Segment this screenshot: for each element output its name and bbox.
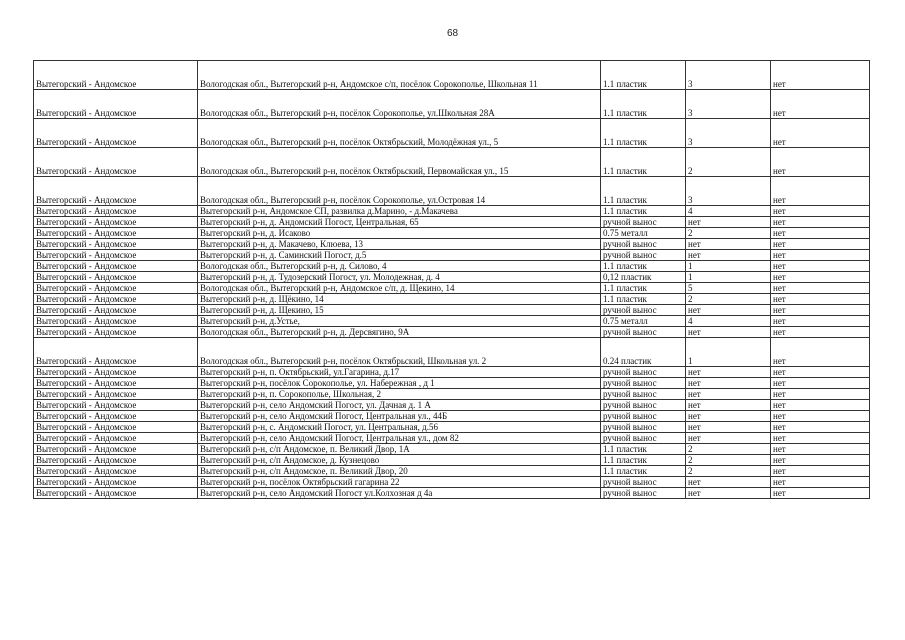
table-row xyxy=(34,239,870,250)
table-row xyxy=(34,488,870,499)
cell-district: Вытегорский - Андомское xyxy=(34,327,198,338)
cell-count: нет xyxy=(686,239,771,250)
cell-count: 3 xyxy=(686,119,771,148)
table-row xyxy=(34,444,870,455)
locations-table xyxy=(33,60,870,499)
cell-extra: нет xyxy=(771,305,870,316)
table-row xyxy=(34,400,870,411)
page-number: 68 xyxy=(446,28,459,39)
table-row xyxy=(34,455,870,466)
cell-address: Вытегорский р-н, село Андомский Погост, ул. Дачная д. 1 А xyxy=(198,400,601,411)
cell-address: Вытегорский р-н, д. Макачево, Клюева, 13 xyxy=(198,239,601,250)
table-row xyxy=(34,283,870,294)
cell-container: 1.1 пластик xyxy=(601,455,686,466)
cell-container: 1.1 пластик xyxy=(601,444,686,455)
cell-container: 1.1 пластик xyxy=(601,206,686,217)
cell-extra: нет xyxy=(771,488,870,499)
cell-district: Вытегорский - Андомское xyxy=(34,283,198,294)
cell-address: Вологодская обл., Вытегорский р-н, Андомское с/п, д. Щекино, 14 xyxy=(198,283,601,294)
cell-container: 0.24 пластик xyxy=(601,338,686,367)
cell-address: Вологодская обл., Вытегорский р-н, посёлок Сорокополье, ул.Школьная 28А xyxy=(198,90,601,119)
cell-container: 1.1 пластик xyxy=(601,148,686,177)
cell-count: 3 xyxy=(686,61,771,90)
table-row xyxy=(34,305,870,316)
cell-container: 1.1 пластик xyxy=(601,283,686,294)
cell-district: Вытегорский - Андомское xyxy=(34,466,198,477)
cell-district: Вытегорский - Андомское xyxy=(34,378,198,389)
cell-count: нет xyxy=(686,433,771,444)
cell-district: Вытегорский - Андомское xyxy=(34,455,198,466)
cell-extra: нет xyxy=(771,272,870,283)
cell-district: Вытегорский - Андомское xyxy=(34,444,198,455)
cell-address: Вытегорский р-н, п. Сорокополье, Школьная, 2 xyxy=(198,389,601,400)
cell-count: нет xyxy=(686,411,771,422)
cell-count: 5 xyxy=(686,283,771,294)
cell-count: 1 xyxy=(686,272,771,283)
cell-count: нет xyxy=(686,305,771,316)
cell-district: Вытегорский - Андомское xyxy=(34,239,198,250)
cell-address: Вытегорский р-н, село Андомский Погост, Центральная ул., 44Б xyxy=(198,411,601,422)
cell-count: нет xyxy=(686,327,771,338)
cell-extra: нет xyxy=(771,327,870,338)
cell-district: Вытегорский - Андомское xyxy=(34,206,198,217)
cell-address: Вологодская обл., Вытегорский р-н, посёлок Сорокополье, ул.Островая 14 xyxy=(198,177,601,206)
table-row xyxy=(34,433,870,444)
cell-count: нет xyxy=(686,217,771,228)
cell-extra: нет xyxy=(771,367,870,378)
cell-extra: нет xyxy=(771,400,870,411)
cell-address: Вытегорский р-н, с/п Андомское, п. Великий Двор, 20 xyxy=(198,466,601,477)
cell-extra: нет xyxy=(771,148,870,177)
cell-container: ручной вынос xyxy=(601,477,686,488)
cell-district: Вытегорский - Андомское xyxy=(34,367,198,378)
cell-address: Вологодская обл., Вытегорский р-н, д. Дерсвягино, 9А xyxy=(198,327,601,338)
cell-container: 1.1 пластик xyxy=(601,294,686,305)
cell-address: Вытегорский р-н, п. Октябрьский, ул.Гагарина, д.17 xyxy=(198,367,601,378)
table-row xyxy=(34,294,870,305)
cell-district: Вытегорский - Андомское xyxy=(34,228,198,239)
cell-count: нет xyxy=(686,488,771,499)
cell-district: Вытегорский - Андомское xyxy=(34,477,198,488)
cell-district: Вытегорский - Андомское xyxy=(34,422,198,433)
cell-district: Вытегорский - Андомское xyxy=(34,411,198,422)
cell-container: 0,12 пластик xyxy=(601,272,686,283)
cell-container: ручной вынос xyxy=(601,433,686,444)
cell-extra: нет xyxy=(771,316,870,327)
cell-address: Вытегорский р-н, посёлок Сорокополье, ул. Набережная , д 1 xyxy=(198,378,601,389)
table-row xyxy=(34,327,870,338)
table-row xyxy=(34,250,870,261)
cell-district: Вытегорский - Андомское xyxy=(34,488,198,499)
cell-district: Вытегорский - Андомское xyxy=(34,250,198,261)
table-row xyxy=(34,272,870,283)
cell-address: Вытегорский р-н, с/п Андомское, п. Великий Двор, 1А xyxy=(198,444,601,455)
cell-extra: нет xyxy=(771,217,870,228)
cell-address: Вытегорский р-н, село Андомский Погост, Центральная ул., дом 82 xyxy=(198,433,601,444)
cell-count: нет xyxy=(686,367,771,378)
cell-count: нет xyxy=(686,378,771,389)
cell-district: Вытегорский - Андомское xyxy=(34,272,198,283)
cell-count: 2 xyxy=(686,455,771,466)
table-row xyxy=(34,206,870,217)
cell-extra: нет xyxy=(771,466,870,477)
cell-address: Вологодская обл., Вытегорский р-н, посёлок Октябрьский, Первомайская ул., 15 xyxy=(198,148,601,177)
cell-container: ручной вынос xyxy=(601,411,686,422)
cell-extra: нет xyxy=(771,228,870,239)
cell-address: Вологодская обл., Вытегорский р-н, Андомское с/п, посёлок Сорокополье, Школьная 11 xyxy=(198,61,601,90)
cell-address: Вытегорский р-н, д. Саминский Погост, д.5 xyxy=(198,250,601,261)
cell-container: 0.75 металл xyxy=(601,316,686,327)
cell-container: ручной вынос xyxy=(601,400,686,411)
cell-address: Вытегорский р-н, д. Щекино, 15 xyxy=(198,305,601,316)
cell-extra: нет xyxy=(771,477,870,488)
cell-count: нет xyxy=(686,400,771,411)
cell-container: ручной вынос xyxy=(601,305,686,316)
cell-extra: нет xyxy=(771,90,870,119)
cell-address: Вытегорский р-н, село Андомский Погост ул.Колхозная д 4а xyxy=(198,488,601,499)
cell-address: Вологодская обл., Вытегорский р-н, посёлок Октябрьский, Школьная ул. 2 xyxy=(198,338,601,367)
cell-container: 1.1 пластик xyxy=(601,466,686,477)
cell-container: 1.1 пластик xyxy=(601,177,686,206)
cell-extra: нет xyxy=(771,177,870,206)
table-row xyxy=(34,389,870,400)
cell-container: ручной вынос xyxy=(601,378,686,389)
cell-address: Вытегорский р-н, д. Андомский Погост, Центральная, 65 xyxy=(198,217,601,228)
cell-count: 3 xyxy=(686,90,771,119)
cell-extra: нет xyxy=(771,389,870,400)
table-row xyxy=(34,217,870,228)
cell-address: Вытегорский р-н, посёлок Октябрьский гагарина 22 xyxy=(198,477,601,488)
table-row xyxy=(34,477,870,488)
cell-extra: нет xyxy=(771,206,870,217)
cell-count: нет xyxy=(686,477,771,488)
cell-count: 4 xyxy=(686,316,771,327)
cell-container: ручной вынос xyxy=(601,488,686,499)
cell-count: 4 xyxy=(686,206,771,217)
cell-container: ручной вынос xyxy=(601,239,686,250)
cell-district: Вытегорский - Андомское xyxy=(34,305,198,316)
cell-extra: нет xyxy=(771,119,870,148)
cell-container: ручной вынос xyxy=(601,367,686,378)
cell-extra: нет xyxy=(771,261,870,272)
cell-container: 0.75 металл xyxy=(601,228,686,239)
cell-address: Вологодская обл., Вытегорский р-н, д. Силово, 4 xyxy=(198,261,601,272)
table-row xyxy=(34,367,870,378)
cell-container: 1.1 пластик xyxy=(601,61,686,90)
table-row xyxy=(34,119,870,148)
cell-count: 2 xyxy=(686,466,771,477)
cell-count: нет xyxy=(686,389,771,400)
cell-district: Вытегорский - Андомское xyxy=(34,90,198,119)
cell-extra: нет xyxy=(771,250,870,261)
cell-count: нет xyxy=(686,250,771,261)
cell-district: Вытегорский - Андомское xyxy=(34,119,198,148)
table-row xyxy=(34,177,870,206)
cell-district: Вытегорский - Андомское xyxy=(34,433,198,444)
cell-extra: нет xyxy=(771,338,870,367)
cell-container: 1.1 пластик xyxy=(601,90,686,119)
cell-address: Вытегорский р-н, с/п Андомское, д. Кузнецово xyxy=(198,455,601,466)
table-row xyxy=(34,228,870,239)
cell-count: 2 xyxy=(686,294,771,305)
table-row xyxy=(34,378,870,389)
cell-district: Вытегорский - Андомское xyxy=(34,148,198,177)
table-row xyxy=(34,466,870,477)
cell-district: Вытегорский - Андомское xyxy=(34,261,198,272)
cell-district: Вытегорский - Андомское xyxy=(34,316,198,327)
cell-extra: нет xyxy=(771,283,870,294)
cell-container: 1.1 пластик xyxy=(601,261,686,272)
cell-district: Вытегорский - Андомское xyxy=(34,338,198,367)
cell-district: Вытегорский - Андомское xyxy=(34,61,198,90)
cell-district: Вытегорский - Андомское xyxy=(34,389,198,400)
cell-address: Вытегорский р-н, Андомское СП, развилка д.Марино, - д.Макачева xyxy=(198,206,601,217)
cell-count: нет xyxy=(686,422,771,433)
cell-address: Вытегорский р-н, д.Устье, xyxy=(198,316,601,327)
cell-address: Вытегорский р-н, д. Тудозерский Погост, ул. Молодежная, д. 4 xyxy=(198,272,601,283)
cell-extra: нет xyxy=(771,433,870,444)
table-row xyxy=(34,338,870,367)
table-row xyxy=(34,148,870,177)
cell-count: 2 xyxy=(686,228,771,239)
table-row xyxy=(34,90,870,119)
cell-extra: нет xyxy=(771,378,870,389)
cell-extra: нет xyxy=(771,239,870,250)
cell-count: 1 xyxy=(686,261,771,272)
table-row xyxy=(34,61,870,90)
table-row xyxy=(34,316,870,327)
cell-container: ручной вынос xyxy=(601,389,686,400)
cell-address: Вытегорский р-н, с. Андомский Погост, ул. Центральная, д.56 xyxy=(198,422,601,433)
cell-extra: нет xyxy=(771,455,870,466)
cell-container: ручной вынос xyxy=(601,250,686,261)
cell-extra: нет xyxy=(771,294,870,305)
table-row xyxy=(34,261,870,272)
cell-extra: нет xyxy=(771,422,870,433)
table-row xyxy=(34,422,870,433)
cell-extra: нет xyxy=(771,411,870,422)
cell-address: Вытегорский р-н, д. Щёкино, 14 xyxy=(198,294,601,305)
cell-district: Вытегорский - Андомское xyxy=(34,217,198,228)
cell-count: 2 xyxy=(686,148,771,177)
cell-district: Вытегорский - Андомское xyxy=(34,177,198,206)
cell-count: 1 xyxy=(686,338,771,367)
cell-address: Вологодская обл., Вытегорский р-н, посёлок Октябрьский, Молодёжная ул., 5 xyxy=(198,119,601,148)
cell-address: Вытегорский р-н, д. Исаково xyxy=(198,228,601,239)
cell-district: Вытегорский - Андомское xyxy=(34,400,198,411)
cell-container: 1.1 пластик xyxy=(601,119,686,148)
cell-extra: нет xyxy=(771,444,870,455)
cell-count: 3 xyxy=(686,177,771,206)
cell-container: ручной вынос xyxy=(601,422,686,433)
cell-count: 2 xyxy=(686,444,771,455)
cell-district: Вытегорский - Андомское xyxy=(34,294,198,305)
cell-extra: нет xyxy=(771,61,870,90)
cell-container: ручной вынос xyxy=(601,327,686,338)
cell-container: ручной вынос xyxy=(601,217,686,228)
table-row xyxy=(34,411,870,422)
